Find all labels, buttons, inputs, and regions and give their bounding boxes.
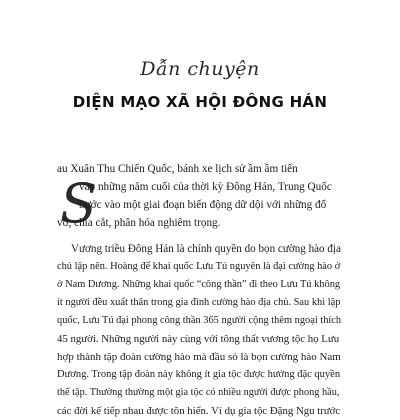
drop-cap-letter: S xyxy=(60,172,97,235)
text-line: ở Nam Dương. Những khai quốc “công thần” đi theo Lưu Tú không xyxy=(57,279,341,290)
text-line: các đời kế tiếp nhau được tôn hiển. Ví dụ gia tộc Đặng Ngu trước xyxy=(57,405,341,417)
text-line: bước vào một giai đoạn biến động dữ dội với những đổ xyxy=(79,199,327,211)
text-line: Dương. Trong tập đoàn này không ít gia tộc được hưởng đặc quyền xyxy=(57,369,341,380)
text-line: au Xuân Thu Chiến Quốc, bánh xe lịch sử ầm ầm tiến xyxy=(57,163,298,175)
text-line: 45 người. Những người này cùng với tông thất vương tộc họ Lưu xyxy=(57,333,340,345)
chapter-title: DIỆN MẠO XÃ HỘI ĐÔNG HÁN xyxy=(72,93,328,111)
text-line: ít người đều xuất thân trong gia đình cường hào địa chủ. Sau khi lập xyxy=(57,297,341,308)
text-line: vỡ, chia cắt, phân hóa nghiêm trọng. xyxy=(57,217,221,229)
text-line: thế tập. Thường thường một gia tộc có nhiều người được phong hầu, xyxy=(57,387,340,398)
paragraph-intro xyxy=(57,160,341,235)
text-line: quốc, Lưu Tú đại phong công thần 365 người cộng thêm ngoại thích xyxy=(57,315,342,326)
paragraph-main xyxy=(57,240,341,420)
chapter-kicker: Dẫn chuyện xyxy=(140,58,260,80)
body-text xyxy=(57,160,341,420)
text-line: Vương triều Đông Hán là chính quyền do bọn cường hào địa xyxy=(71,243,341,255)
text-line: hợp thành tập đoàn cường hào mà đầu sỏ là bọn cường hào Nam xyxy=(57,351,341,363)
text-line: vào những năm cuối của thời kỳ Đông Hán, Trung Quốc xyxy=(79,181,332,193)
text-line: chủ lập nên. Hoàng đế khai quốc Lưu Tú nguyên là đại cường hào ở xyxy=(57,261,341,272)
